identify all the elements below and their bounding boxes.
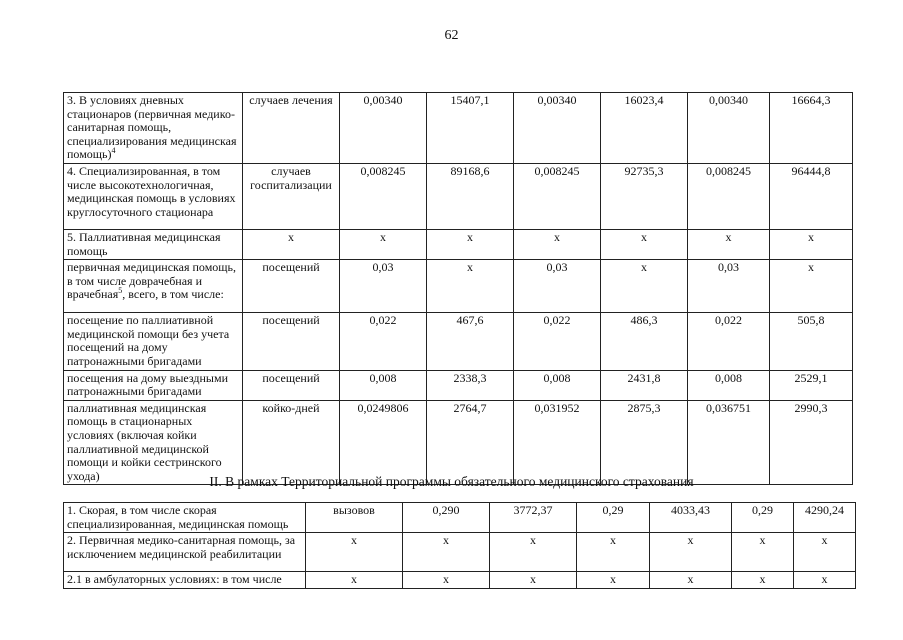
row-name: первичная медицинская помощь, в том числе доврачебная и врачебная$^5$, всего, в том числе: bbox=[64, 260, 243, 313]
cell-value: 0,022 bbox=[688, 313, 770, 370]
row-name: 4. Специализированная, в том числе высокотехнологичная, медицинская помощь в условиях круглосуточного стационара bbox=[64, 163, 243, 229]
row-name: 5. Паллиативная медицинская помощь bbox=[64, 229, 243, 259]
cell-value: 16023,4 bbox=[601, 93, 688, 164]
cell-value: x bbox=[770, 229, 853, 259]
cell-value: 505,8 bbox=[770, 313, 853, 370]
row-unit: x bbox=[306, 533, 403, 572]
cell-value: 0,00340 bbox=[340, 93, 427, 164]
table-row bbox=[64, 400, 853, 485]
cell-value: x bbox=[732, 533, 794, 572]
row-name: 2. Первичная медико-санитарная помощь, за исключением медицинской реабилитации bbox=[64, 533, 306, 572]
cell-value: 0,00340 bbox=[688, 93, 770, 164]
cell-value: x bbox=[794, 533, 856, 572]
cell-value: x bbox=[577, 572, 650, 589]
cell-value: 0,008 bbox=[514, 370, 601, 400]
table-row bbox=[64, 533, 856, 572]
cell-value: 0,008245 bbox=[688, 163, 770, 229]
cell-value: x bbox=[403, 533, 490, 572]
cell-value: 2990,3 bbox=[770, 400, 853, 485]
cell-value: 0,022 bbox=[514, 313, 601, 370]
cell-value: 0,008 bbox=[340, 370, 427, 400]
cell-value: 96444,8 bbox=[770, 163, 853, 229]
table-row bbox=[64, 229, 853, 259]
cell-value: 467,6 bbox=[427, 313, 514, 370]
row-unit: посещений bbox=[243, 260, 340, 313]
table-oms-program bbox=[63, 502, 856, 589]
cell-value: 0,290 bbox=[403, 503, 490, 533]
cell-value: x bbox=[650, 533, 732, 572]
cell-value: x bbox=[601, 229, 688, 259]
cell-value: x bbox=[427, 229, 514, 259]
cell-value: 0,00340 bbox=[514, 93, 601, 164]
cell-value: 0,0249806 bbox=[340, 400, 427, 485]
table-row bbox=[64, 313, 853, 370]
row-name: 2.1 в амбулаторных условиях: в том числе bbox=[64, 572, 306, 589]
cell-value: x bbox=[577, 533, 650, 572]
cell-value: 486,3 bbox=[601, 313, 688, 370]
cell-value: 0,29 bbox=[577, 503, 650, 533]
row-name: посещения на дому выездными патронажными бригадами bbox=[64, 370, 243, 400]
cell-value: 2764,7 bbox=[427, 400, 514, 485]
cell-value: 0,29 bbox=[732, 503, 794, 533]
cell-value: 0,031952 bbox=[514, 400, 601, 485]
cell-value: x bbox=[340, 229, 427, 259]
row-unit: вызовов bbox=[306, 503, 403, 533]
cell-value: 2431,8 bbox=[601, 370, 688, 400]
cell-value: 4033,43 bbox=[650, 503, 732, 533]
cell-value: x bbox=[732, 572, 794, 589]
row-name: 1. Скорая, в том числе скорая специализированная, медицинская помощь bbox=[64, 503, 306, 533]
cell-value: 0,022 bbox=[340, 313, 427, 370]
row-unit: койко-дней bbox=[243, 400, 340, 485]
row-name: 3. В условиях дневных стационаров (первичная медико-санитарная помощь, специализирования медицинская помощь)$^4$ bbox=[64, 93, 243, 164]
row-unit: посещений bbox=[243, 313, 340, 370]
cell-value: 92735,3 bbox=[601, 163, 688, 229]
row-unit: случаев лечения bbox=[243, 93, 340, 164]
table-row bbox=[64, 503, 856, 533]
table-row bbox=[64, 370, 853, 400]
cell-value: x bbox=[688, 229, 770, 259]
cell-value: x bbox=[601, 260, 688, 313]
table-row bbox=[64, 93, 853, 164]
cell-value: x bbox=[403, 572, 490, 589]
cell-value: 0,03 bbox=[688, 260, 770, 313]
cell-value: 2529,1 bbox=[770, 370, 853, 400]
page-number: 62 bbox=[444, 28, 459, 43]
cell-value: 0,008245 bbox=[514, 163, 601, 229]
cell-value: x bbox=[490, 572, 577, 589]
table-row bbox=[64, 572, 856, 589]
row-name: посещение по паллиативной медицинской помощи без учета посещений на дому патронажными бригадами bbox=[64, 313, 243, 370]
cell-value: 0,036751 bbox=[688, 400, 770, 485]
section-title: II. В рамках Территориальной программы обязательного медицинского страхования bbox=[209, 474, 694, 489]
cell-value: x bbox=[770, 260, 853, 313]
table-territorial-program bbox=[63, 92, 853, 485]
cell-value: x bbox=[514, 229, 601, 259]
cell-value: 2338,3 bbox=[427, 370, 514, 400]
cell-value: 0,03 bbox=[514, 260, 601, 313]
cell-value: x bbox=[490, 533, 577, 572]
cell-value: 4290,24 bbox=[794, 503, 856, 533]
table-row bbox=[64, 163, 853, 229]
cell-value: 16664,3 bbox=[770, 93, 853, 164]
cell-value: 0,008 bbox=[688, 370, 770, 400]
table-row bbox=[64, 260, 853, 313]
cell-value: x bbox=[427, 260, 514, 313]
row-unit: случаев госпитализации bbox=[243, 163, 340, 229]
cell-value: x bbox=[650, 572, 732, 589]
cell-value: 15407,1 bbox=[427, 93, 514, 164]
cell-value: 89168,6 bbox=[427, 163, 514, 229]
row-unit: x bbox=[306, 572, 403, 589]
row-unit: x bbox=[243, 229, 340, 259]
cell-value: 2875,3 bbox=[601, 400, 688, 485]
cell-value: x bbox=[794, 572, 856, 589]
cell-value: 3772,37 bbox=[490, 503, 577, 533]
row-name: паллиативная медицинская помощь в стационарных условиях (включая койки паллиативной медицинской помощи и койки сестринского ухода) bbox=[64, 400, 243, 485]
cell-value: 0,008245 bbox=[340, 163, 427, 229]
cell-value: 0,03 bbox=[340, 260, 427, 313]
row-unit: посещений bbox=[243, 370, 340, 400]
